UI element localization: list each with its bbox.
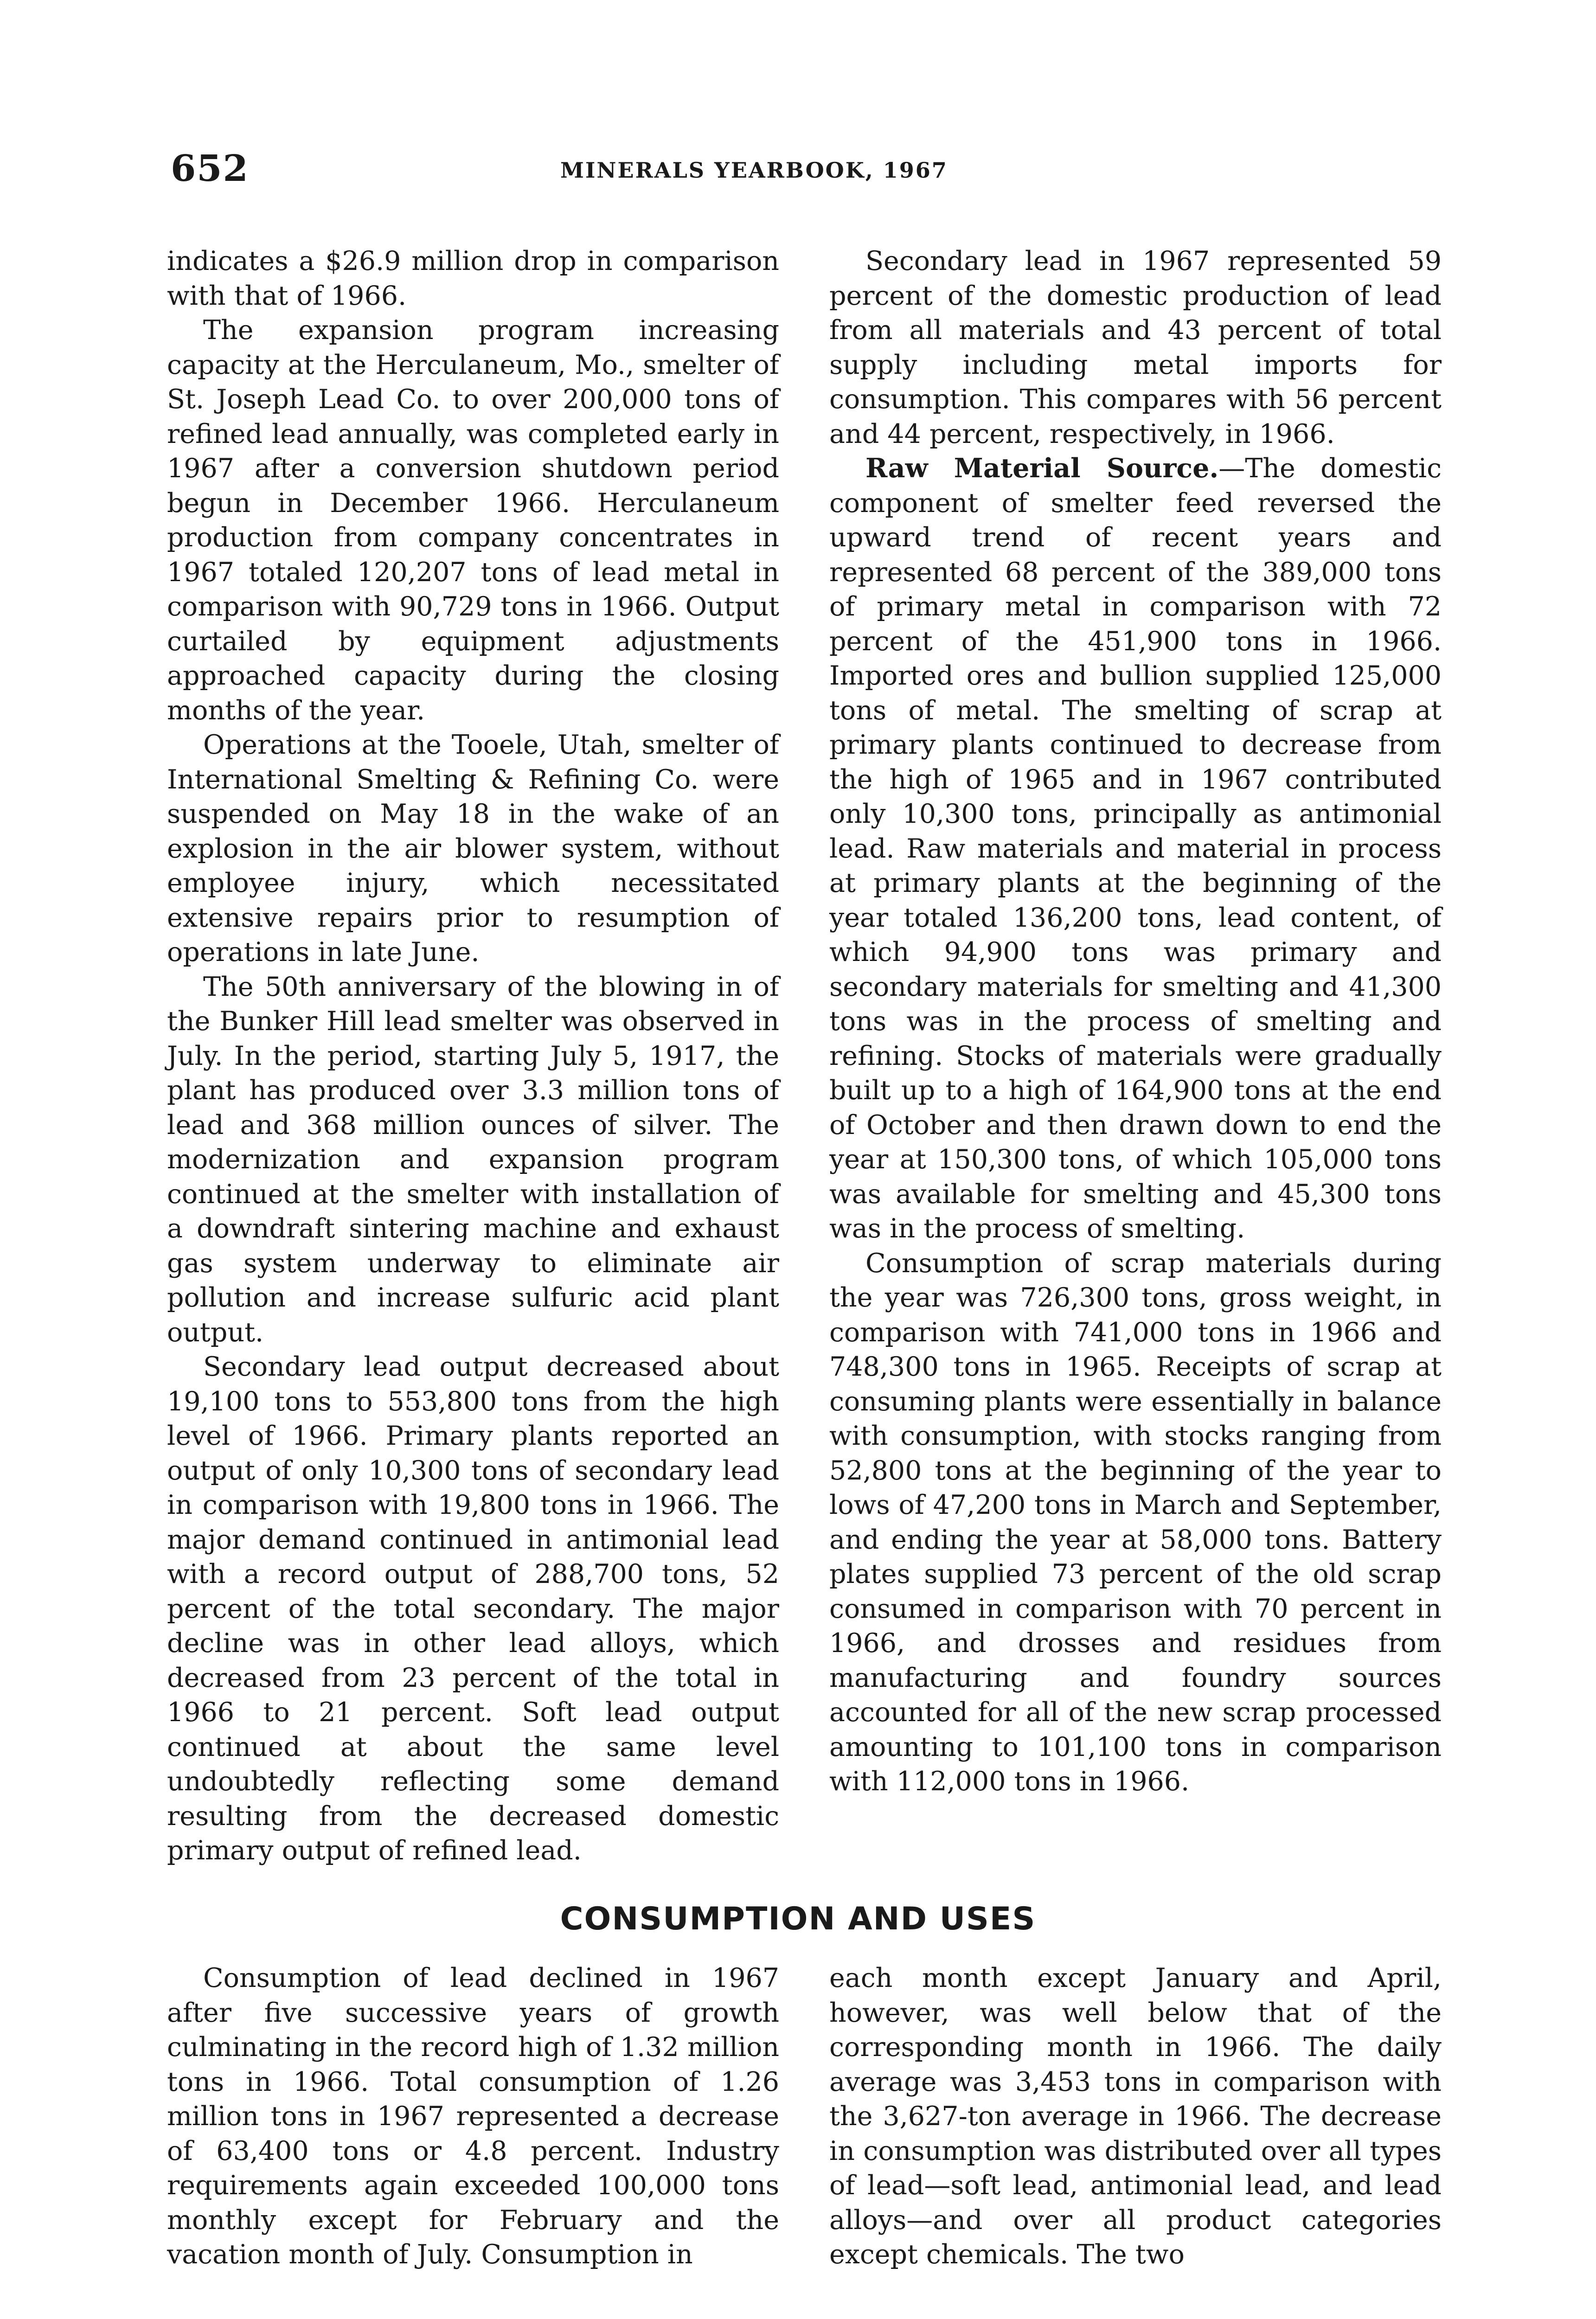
right-column: [829, 244, 1442, 1799]
left-column: [167, 244, 779, 1868]
paragraph: Secondary lead output decreased about 19,100 tons to 553,800 tons from the high level of 1966. Primary plants reported an output of only 10,300 tons of secondary lead in comparison with 19,800 tons in 1966. The major demand continued in antimonial lead with a record output of 288,700 tons, 52 percent of the total secondary. The major decline was in other lead alloys, which decreased from 23 percent of the total in 1966 to 21 percent. Soft lead output continued at about the same level undoubtedly reflecting some demand resulting from the decreased domestic primary output of refined lead.: [167, 1352, 779, 1866]
section-heading: CONSUMPTION AND USES: [560, 1901, 1036, 1937]
paragraph-raw-material-source: [829, 451, 1442, 1246]
section-left-column: [167, 1961, 779, 2272]
running-head: MINERALS YEARBOOK, 1967: [560, 158, 948, 183]
paragraph: each month except January and April, however, was well below that of the corresponding month in 1966. The daily average was 3,453 tons in comparison with the 3,627-ton average in 1966. The decrease in consumption was distributed over all types of lead—soft lead, antimonial lead, and lead alloys—and over all product categories except chemicals. The two: [829, 1963, 1442, 2270]
paragraph: Operations at the Tooele, Utah, smelter of International Smelting & Refining Co. were suspended on May 18 in the wake of an explosion in the air blower system, without employee injury, which necessitated extensive repairs prior to resumption of operations in late June.: [167, 730, 779, 967]
paragraph: The 50th anniversary of the blowing in of the Bunker Hill lead smelter was observed in July. In the period, starting July 5, 1917, the plant has produced over 3.3 million tons of lead and 368 million ounces of silver. The modernization and expansion program continued at the smelter with installation of a downdraft sintering machine and exhaust gas system underway to eliminate air pollution and increase sulfuric acid plant output.: [167, 971, 779, 1348]
page-number: 652: [171, 147, 249, 190]
paragraph-text: —The domestic component of smelter feed reversed the upward trend of recent years and represented 68 percent of the 389,000 tons of primary metal in comparison with 72 percent of the 451,900 tons in 1966. Imported ores and bullion supplied 125,000 tons of metal. The smelting of scrap at primary plants continued to decrease from the high of 1965 and in 1967 contributed only 10,300 tons, principally as antimonial lead. Raw materials and material in process at primary plants at the beginning of the year totaled 136,200 tons, lead content, of which 94,900 tons was primary and secondary materials for smelting and 41,300 tons was in the process of smelting and refining. Stocks of materials were gradually built up to a high of 164,900 tons at the end of October and then drawn down to end the year at 150,300 tons, of which 105,000 tons was available for smelting and 45,300 tons was in the process of smelting.: [829, 453, 1442, 1244]
paragraph: The expansion program increasing capacity at the Herculaneum, Mo., smelter of St. Joseph Lead Co. to over 200,000 tons of refined lead annually, was completed early in 1967 after a conversion shutdown period begun in December 1966. Herculaneum production from company concentrates in 1967 totaled 120,207 tons of lead metal in comparison with 90,729 tons in 1966. Output curtailed by equipment adjustments approached capacity during the closing months of the year.: [167, 315, 779, 726]
section-right-column: [829, 1961, 1442, 2272]
run-in-heading: Raw Material Source.: [865, 453, 1219, 484]
page-header: [171, 147, 1446, 199]
paragraph: Consumption of scrap materials during the year was 726,300 tons, gross weight, in comparison with 741,000 tons in 1966 and 748,300 tons in 1965. Receipts of scrap at consuming plants were essentially in balance with consumption, with stocks ranging from 52,800 tons at the beginning of the year to lows of 47,200 tons in March and September, and ending the year at 58,000 tons. Battery plates supplied 73 percent of the old scrap consumed in comparison with 70 percent in 1966, and drosses and residues from manufacturing and foundry sources accounted for all of the new scrap processed amounting to 101,100 tons in comparison with 112,000 tons in 1966.: [829, 1248, 1442, 1797]
paragraph: indicates a $26.9 million drop in comparison with that of 1966.: [167, 246, 779, 311]
paragraph: Secondary lead in 1967 represented 59 percent of the domestic production of lead from all materials and 43 percent of total supply including metal imports for consumption. This compares with 56 percent and 44 percent, respectively, in 1966.: [829, 246, 1442, 449]
paragraph: Consumption of lead declined in 1967 after five successive years of growth culminating in the record high of 1.32 million tons in 1966. Total consumption of 1.26 million tons in 1967 represented a decrease of 63,400 tons or 4.8 percent. Industry requirements again exceeded 100,000 tons monthly except for February and the vacation month of July. Consumption in: [167, 1963, 779, 2270]
